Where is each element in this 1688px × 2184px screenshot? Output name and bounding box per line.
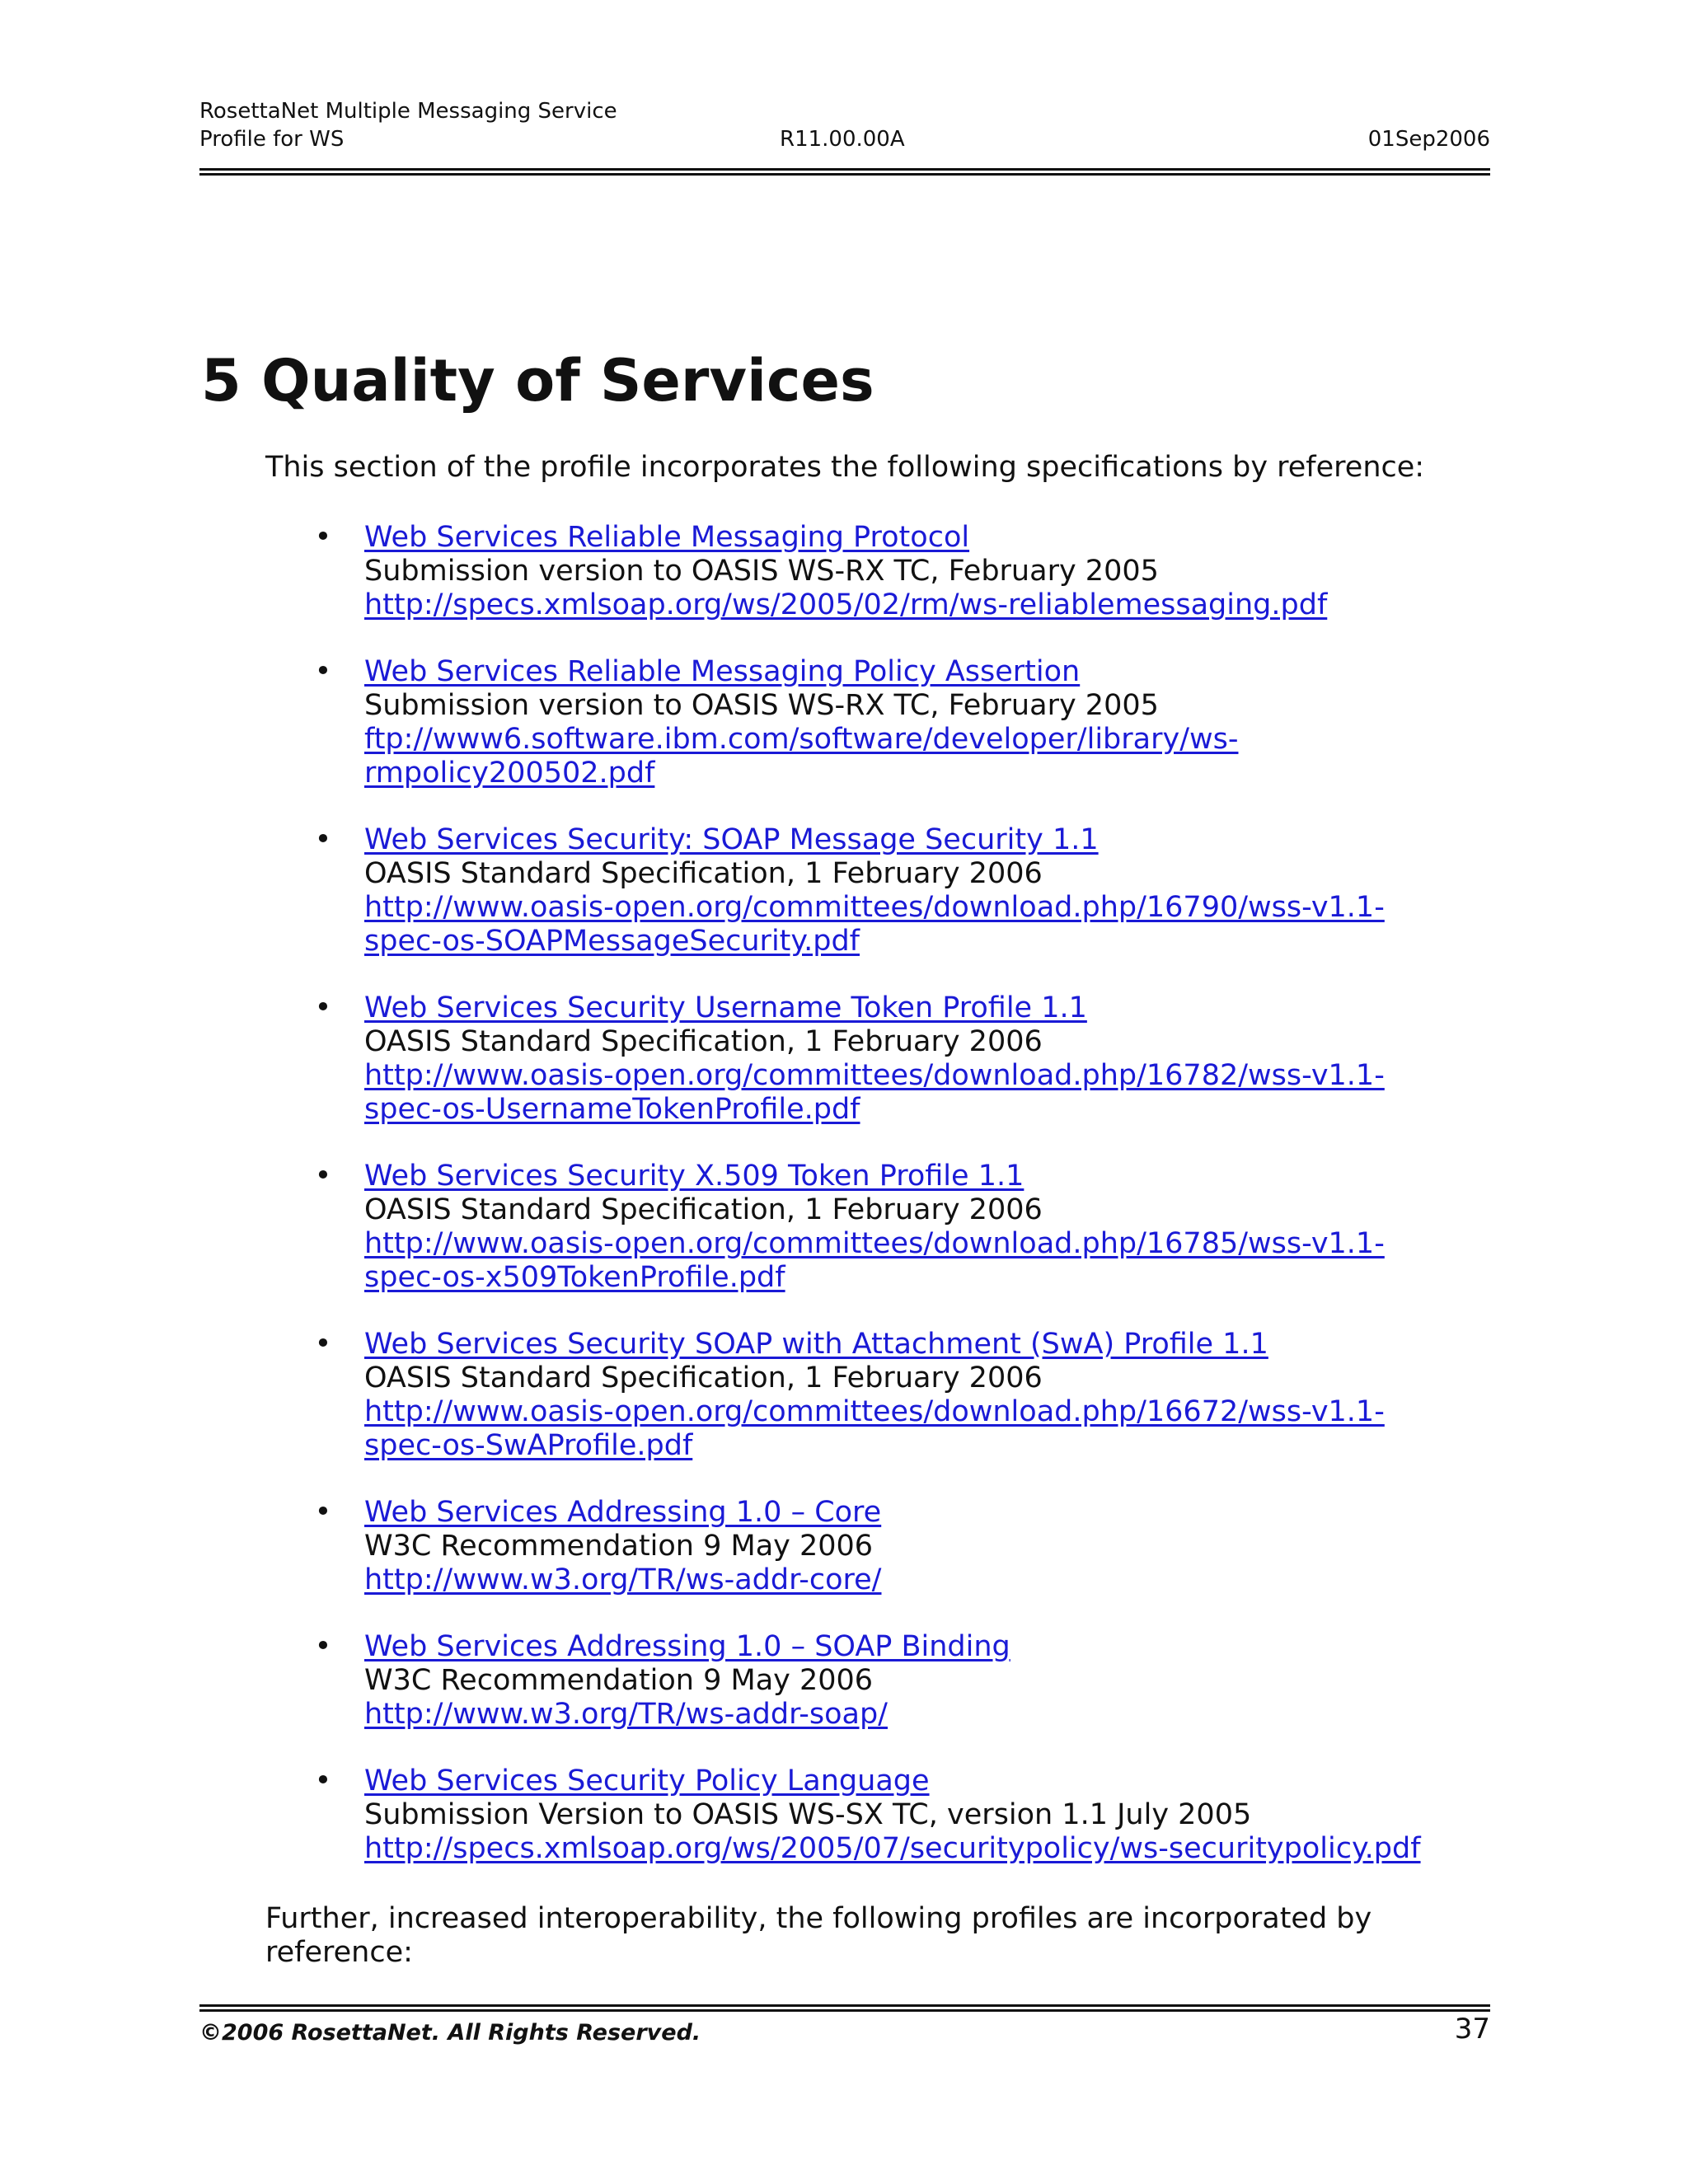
bullet-icon: • bbox=[314, 1160, 332, 1193]
reference-url-link-cont[interactable]: rmpolicy200502.pdf bbox=[364, 757, 655, 790]
reference-title-link[interactable]: Web Services Security Policy Language bbox=[364, 1765, 930, 1797]
footer-rule bbox=[199, 2004, 1490, 2012]
reference-url-link[interactable]: http://specs.xmlsoap.org/ws/2005/07/securitypolicy/ws-securitypolicy.pdf bbox=[364, 1832, 1421, 1865]
reference-description: Submission version to OASIS WS-RX TC, February 2005 bbox=[364, 689, 1159, 722]
header-version: R11.00.00A bbox=[780, 127, 905, 152]
reference-title-link[interactable]: Web Services Security Username Token Profile 1.1 bbox=[364, 991, 1087, 1024]
header-doc-title: RosettaNet Multiple Messaging Service bbox=[199, 99, 617, 124]
header-rule bbox=[199, 168, 1490, 176]
page-header bbox=[199, 97, 1490, 153]
reference-title-link[interactable]: Web Services Security: SOAP Message Security 1.1 bbox=[364, 823, 1099, 856]
reference-item bbox=[314, 521, 1485, 622]
reference-url-link[interactable]: http://www.w3.org/TR/ws-addr-core/ bbox=[364, 1563, 882, 1596]
page-number: 37 bbox=[1454, 2013, 1490, 2046]
reference-url-link[interactable]: http://www.oasis-open.org/committees/download.php/16782/wss-v1.1- bbox=[364, 1059, 1385, 1092]
bullet-icon: • bbox=[314, 1328, 332, 1361]
closing-line-2: reference: bbox=[265, 1936, 413, 1969]
reference-title-link[interactable]: Web Services Security SOAP with Attachment (SwA) Profile 1.1 bbox=[364, 1328, 1268, 1361]
reference-item bbox=[314, 1630, 1485, 1732]
reference-url-link[interactable]: http://specs.xmlsoap.org/ws/2005/02/rm/ws-reliablemessaging.pdf bbox=[364, 588, 1328, 621]
reference-title-link[interactable]: Web Services Reliable Messaging Policy Assertion bbox=[364, 655, 1081, 688]
reference-url-link[interactable]: http://www.w3.org/TR/ws-addr-soap/ bbox=[364, 1698, 888, 1731]
closing-line-1: Further, increased interoperability, the following profiles are incorporated by bbox=[265, 1902, 1372, 1935]
reference-description: OASIS Standard Specification, 1 February 2006 bbox=[364, 1025, 1043, 1058]
reference-url-link-cont[interactable]: spec-os-SwAProfile.pdf bbox=[364, 1429, 693, 1462]
reference-url-link-cont[interactable]: spec-os-x509TokenProfile.pdf bbox=[364, 1261, 785, 1294]
reference-description: OASIS Standard Specification, 1 February 2006 bbox=[364, 857, 1043, 890]
reference-title-link[interactable]: Web Services Addressing 1.0 – Core bbox=[364, 1496, 882, 1529]
bullet-icon: • bbox=[314, 655, 332, 688]
reference-title-link[interactable]: Web Services Reliable Messaging Protocol bbox=[364, 521, 970, 554]
reference-title-link[interactable]: Web Services Security X.509 Token Profile 1.1 bbox=[364, 1160, 1025, 1193]
reference-description: OASIS Standard Specification, 1 February 2006 bbox=[364, 1361, 1043, 1394]
header-doc-subtitle: Profile for WS bbox=[199, 127, 345, 152]
reference-item bbox=[314, 1160, 1485, 1295]
reference-url-link-cont[interactable]: spec-os-SOAPMessageSecurity.pdf bbox=[364, 925, 860, 958]
bullet-icon: • bbox=[314, 1765, 332, 1797]
reference-description: OASIS Standard Specification, 1 February 2006 bbox=[364, 1193, 1043, 1226]
reference-description: W3C Recommendation 9 May 2006 bbox=[364, 1664, 874, 1697]
reference-description: W3C Recommendation 9 May 2006 bbox=[364, 1530, 874, 1563]
reference-url-link[interactable]: http://www.oasis-open.org/committees/download.php/16790/wss-v1.1- bbox=[364, 891, 1385, 924]
section-title: 5 Quality of Services bbox=[201, 347, 874, 415]
reference-url-link[interactable]: http://www.oasis-open.org/committees/download.php/16672/wss-v1.1- bbox=[364, 1395, 1385, 1428]
header-row-1 bbox=[199, 97, 1490, 125]
reference-item bbox=[314, 1765, 1485, 1866]
reference-item bbox=[314, 991, 1485, 1127]
bullet-icon: • bbox=[314, 991, 332, 1024]
section-intro: This section of the profile incorporates the following specifications by reference: bbox=[265, 451, 1425, 484]
reference-title-link[interactable]: Web Services Addressing 1.0 – SOAP Binding bbox=[364, 1630, 1010, 1663]
reference-item bbox=[314, 1496, 1485, 1597]
reference-url-link[interactable]: http://www.oasis-open.org/committees/download.php/16785/wss-v1.1- bbox=[364, 1227, 1385, 1260]
bullet-icon: • bbox=[314, 1630, 332, 1663]
reference-item bbox=[314, 1328, 1485, 1463]
reference-url-link[interactable]: ftp://www6.software.ibm.com/software/developer/library/ws- bbox=[364, 723, 1239, 756]
bullet-icon: • bbox=[314, 823, 332, 856]
reference-url-link-cont[interactable]: spec-os-UsernameTokenProfile.pdf bbox=[364, 1093, 860, 1126]
reference-description: Submission Version to OASIS WS-SX TC, version 1.1 July 2005 bbox=[364, 1798, 1252, 1831]
bullet-icon: • bbox=[314, 1496, 332, 1529]
closing-paragraph bbox=[265, 1902, 1386, 1970]
reference-description: Submission version to OASIS WS-RX TC, February 2005 bbox=[364, 555, 1159, 588]
header-date: 01Sep2006 bbox=[1367, 127, 1490, 152]
reference-item bbox=[314, 655, 1485, 790]
header-row-2 bbox=[199, 125, 1490, 153]
footer-copyright: ©2006 RosettaNet. All Rights Reserved. bbox=[199, 2020, 701, 2046]
bullet-icon: • bbox=[314, 521, 332, 554]
reference-list bbox=[314, 521, 1485, 1899]
reference-item bbox=[314, 823, 1485, 958]
